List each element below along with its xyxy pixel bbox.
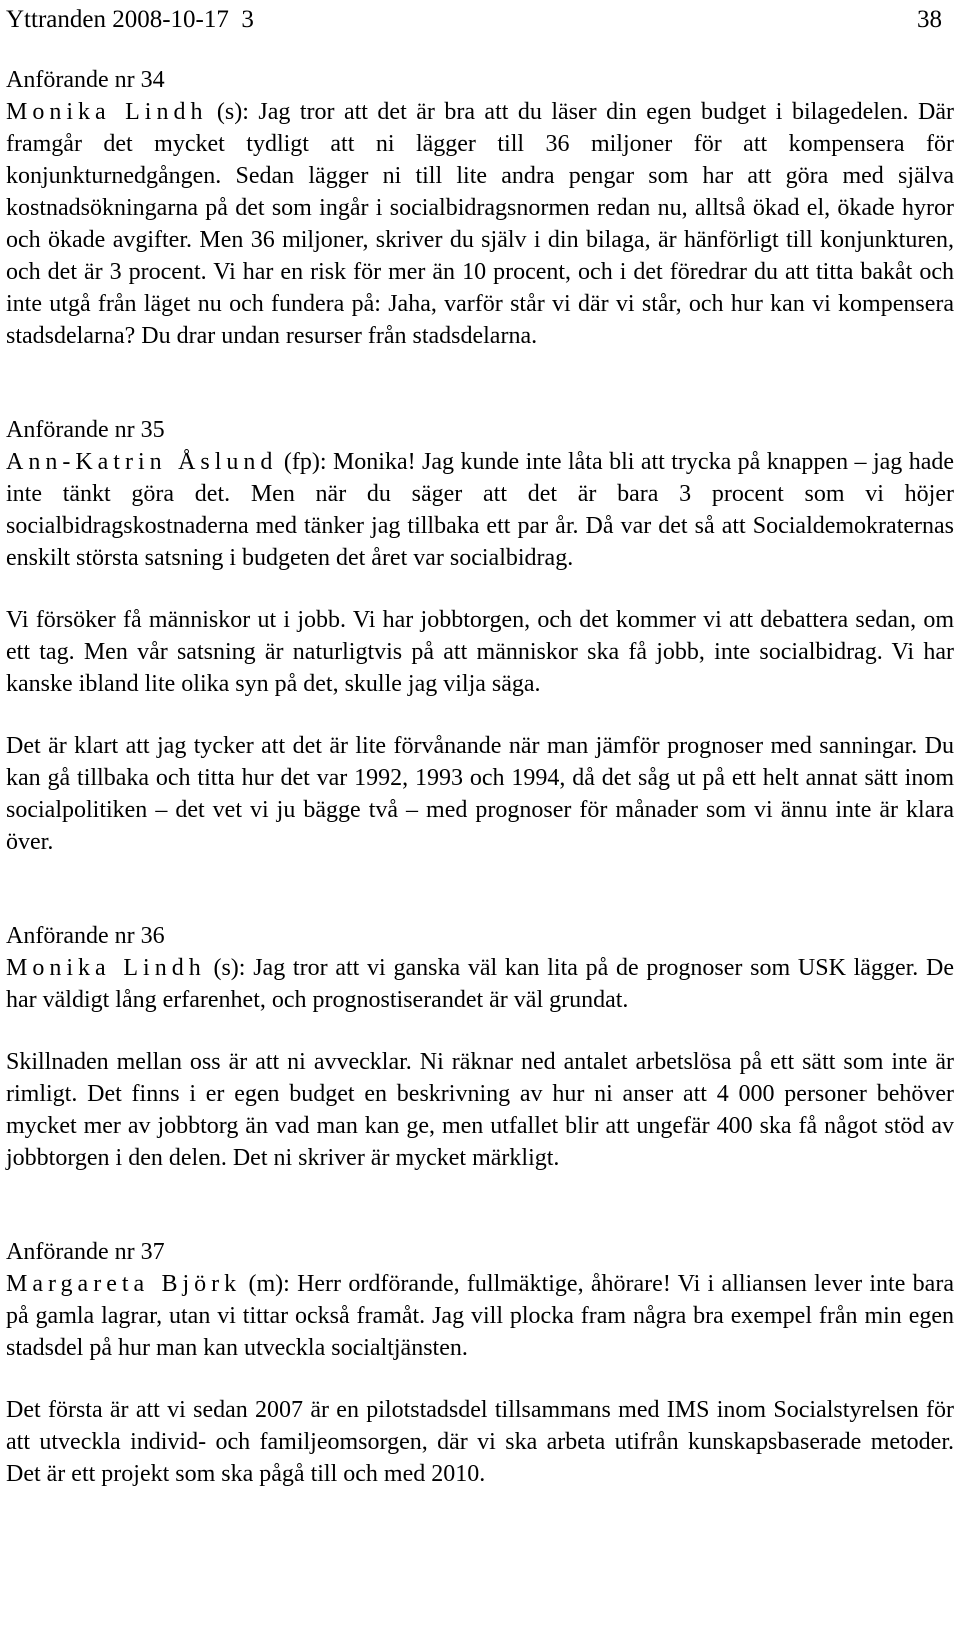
- speech-section: [6, 414, 954, 858]
- speech-section: [6, 64, 954, 352]
- header-title: Yttranden 2008-10-17 3: [6, 6, 254, 33]
- speaker-name: Monika Lindh: [6, 99, 208, 125]
- page-header: [6, 0, 954, 40]
- speaker-party: (s):: [207, 99, 249, 125]
- speech-paragraph: Skillnaden mellan oss är att ni avvecklar. Ni räknar ned antalet arbetslösa på ett sätt som inte är rimligt. Det finns i er egen budget en beskrivning av hur ni anser att 4 000 personer behöver mycket mer av jobbtorg än vad man kan ge, men utfallet blir att ungefär 400 ska få något stöd av jobbtorgen i den delen. Det ni skriver är mycket märkligt.: [6, 1049, 954, 1171]
- speech-section: [6, 920, 954, 1174]
- speech-paragraph: [6, 446, 954, 574]
- paragraph-text: Monika! Jag kunde inte låta bli att trycka på knappen – jag hade inte tänkt göra det. Men när du säger att det är bara 3 procent som vi höjer socialbidragskostnaderna med tänker jag tillbaka ett par år. Då var det så att Socialdemokraternas enskilt största satsning i budgeten det året var socialbidrag.: [6, 449, 954, 571]
- speaker-party: (s):: [205, 955, 246, 981]
- paragraph-text: Herr ordförande, fullmäktige, åhörare! Vi i alliansen lever inte bara på gamla lagrar, utan vi tittar också framåt. Jag vill plocka fram några bra exempel från min egen stadsdel på hur man kan utveckla socialtjänsten.: [6, 1271, 954, 1361]
- speech-heading: Anförande nr 37: [6, 1239, 165, 1265]
- speech-paragraph: [6, 1268, 954, 1364]
- speech-heading: Anförande nr 35: [6, 417, 165, 443]
- paragraph-text: Jag tror att vi ganska väl kan lita på de prognoser som USK lägger. De har väldigt lång erfarenhet, och prognostiserandet är väl grundat.: [6, 955, 954, 1013]
- speech-paragraph: [6, 952, 954, 1016]
- speaker-name: Monika Lindh: [6, 955, 206, 981]
- speech-section: [6, 1236, 954, 1490]
- speech-heading: Anförande nr 36: [6, 923, 165, 949]
- speaker-party: (fp):: [277, 449, 327, 475]
- page-number: 38: [917, 6, 942, 33]
- paragraph-text: Jag tror att det är bra att du läser din egen budget i bilagedelen. Där framgår det mycket tydligt att ni lägger till 36 miljoner för att kompensera för konjunkturnedgången. Sedan lägger ni till lite andra pengar som har att göra med själva kostnadsökningarna på det som ingår i socialbidragsnormen redan nu, alltså ökad el, ökade hyror och ökade avgifter. Men 36 miljoner, skriver du själv i din bilaga, är hänförligt till konjunkturen, och det är 3 procent. Vi har en risk för mer än 10 procent, och i det föredrar du att titta bakåt och inte utgå från läget nu och fundera på: Jaha, varför står vi där vi står, och hur kan vi kompensera stadsdelarna? Du drar undan resurser från stadsdelarna.: [6, 99, 954, 349]
- speaker-party: (m):: [241, 1271, 290, 1297]
- speaker-name: Ann-Katrin Åslund: [6, 449, 278, 475]
- speech-paragraph: Det första är att vi sedan 2007 är en pilotstadsdel tillsammans med IMS inom Socialstyrelsen för att utveckla individ- och familjeomsorgen, där vi ska arbeta utifrån kunskapsbaserade metoder. Det är ett projekt som ska pågå till och med 2010.: [6, 1397, 954, 1487]
- speech-paragraph: Det är klart att jag tycker att det är lite förvånande när man jämför prognoser med sanningar. Du kan gå tillbaka och titta hur det var 1992, 1993 och 1994, då det såg ut på ett helt annat sätt inom socialpolitiken – det vet vi ju bägge två – med prognoser för månader som vi ännu inte är klara över.: [6, 733, 954, 855]
- speech-paragraph: Vi försöker få människor ut i jobb. Vi har jobbtorgen, och det kommer vi att debattera sedan, om ett tag. Men vår satsning är naturligtvis på att människor ska få jobb, inte socialbidrag. Vi har kanske ibland lite olika syn på det, skulle jag vilja säga.: [6, 607, 954, 697]
- speech-heading: Anförande nr 34: [6, 67, 165, 93]
- speech-paragraph: [6, 96, 954, 352]
- speaker-name: Margareta Björk: [6, 1271, 242, 1297]
